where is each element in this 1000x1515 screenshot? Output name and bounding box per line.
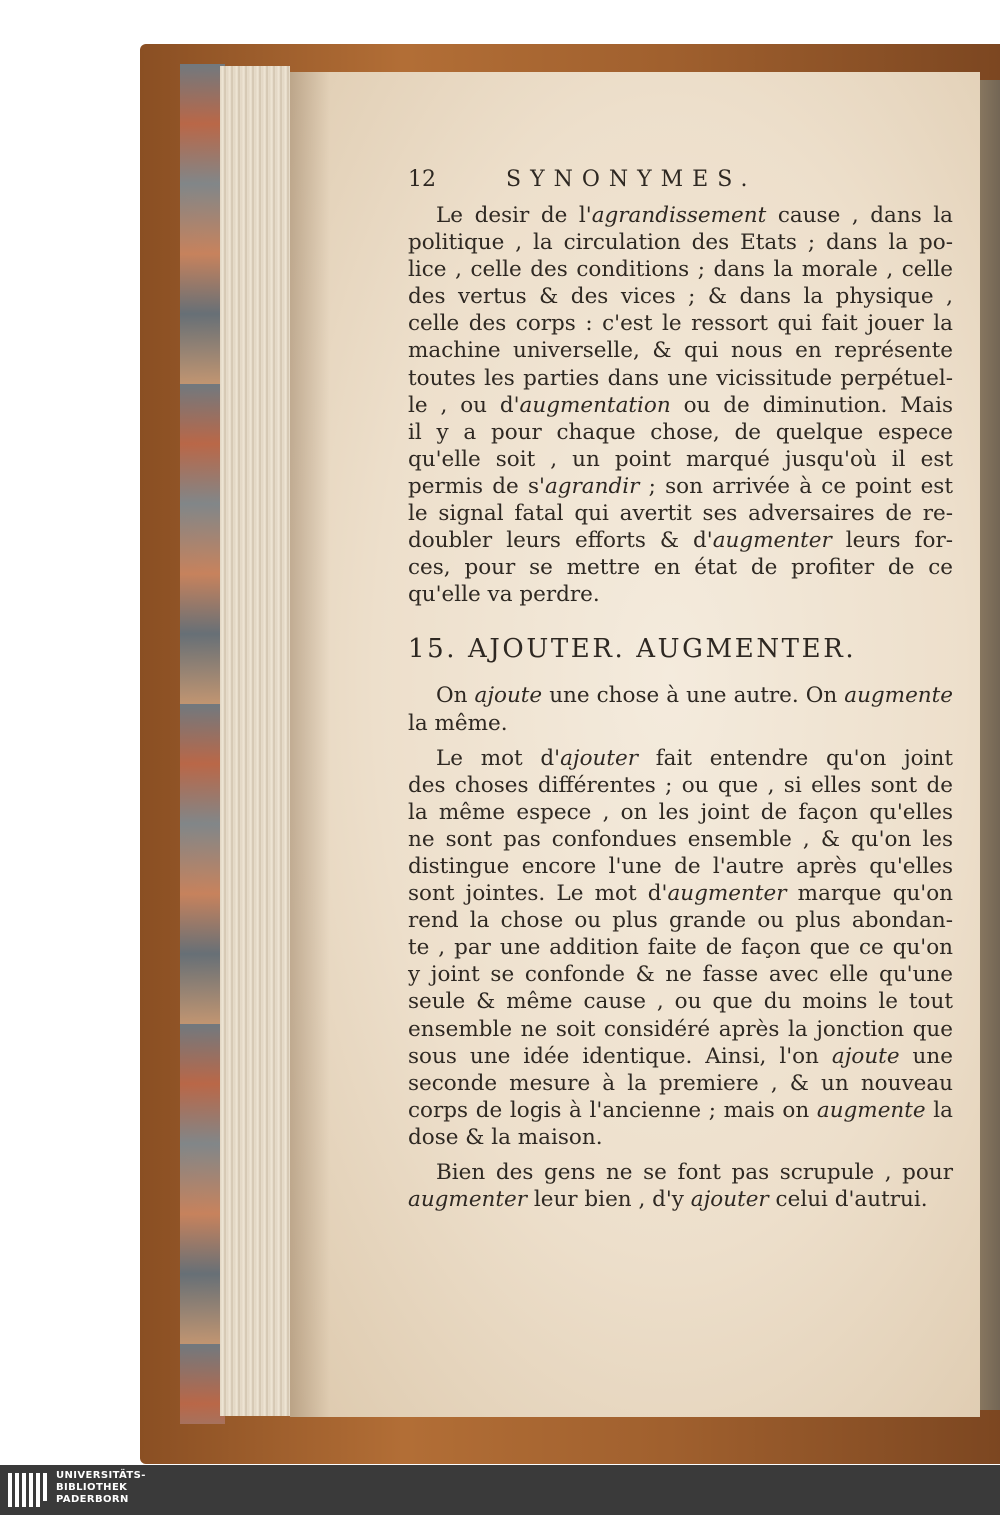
text-line: le signal fatal qui avertit ses adversaires de re- (408, 501, 953, 527)
text-line: il y a pour chaque chose, de quelque espece (408, 419, 953, 445)
text-line: des vertus & des vices ; & dans la physique , (408, 284, 953, 310)
text-line: On ajoute une chose à une autre. On augmente (436, 683, 953, 709)
text-line: sont jointes. Le mot d'augmenter marque qu'on (408, 881, 953, 907)
marbled-endpaper (180, 64, 225, 1424)
text-line: seconde mesure à la premiere , & un nouveau (408, 1070, 953, 1096)
paragraph-1 (408, 202, 953, 608)
text-line: Le mot d'ajouter fait entendre qu'on joint (436, 745, 953, 771)
text-line: te , par une addition faite de façon que ce qu'on (408, 935, 953, 961)
library-logo-icon (8, 1473, 48, 1507)
text-line: lice , celle des conditions ; dans la morale , celle (408, 257, 953, 283)
running-title: SYNONYMES. (506, 167, 757, 192)
paragraph-2 (408, 682, 953, 736)
page-stack-edges (220, 66, 290, 1416)
text-line: celle des corps : c'est le ressort qui fait jouer la (408, 311, 953, 337)
paragraph-3 (408, 745, 953, 1151)
text-line: qu'elle va perdre. (408, 582, 600, 608)
text-line: des choses différentes ; ou que , si elles sont de (408, 772, 953, 798)
text-line: rend la chose ou plus grande ou plus abondan- (408, 908, 953, 934)
text-line: dose & la maison. (408, 1124, 603, 1150)
text-line: Le desir de l'agrandissement cause , dans la (436, 203, 954, 228)
text-line: seule & même cause , ou que du moins le tout (408, 989, 953, 1015)
text-line: la même. (408, 710, 508, 736)
page-header (408, 166, 953, 202)
page-number: 12 (408, 167, 436, 192)
text-line: permis de s'agrandir ; son arrivée à ce point est (408, 473, 953, 499)
text-line: ne sont pas confondues ensemble , & qu'on les (408, 826, 953, 852)
text-line: ces, pour se mettre en état de profiter de ce (408, 555, 953, 581)
library-footer (0, 1465, 1000, 1515)
paragraph-4 (408, 1159, 953, 1213)
gutter-shadow (290, 72, 330, 1417)
library-name: UNIVERSITÄTS- BIBLIOTHEK PADERBORN (56, 1470, 146, 1505)
text-line: y joint se confonde & ne fasse avec elle qu'une (408, 962, 953, 988)
section-heading: 15. AJOUTER. AUGMENTER. (408, 634, 857, 665)
page-text (408, 166, 953, 1213)
text-line: la même espece , on les joint de façon qu'elles (408, 799, 953, 825)
text-line: augmenter leur bien , d'y ajouter celui d'autrui. (408, 1187, 928, 1213)
text-line: toutes les parties dans une vicissitude perpétuel- (408, 365, 953, 391)
text-line: corps de logis à l'ancienne ; mais on augmente la (408, 1097, 953, 1123)
text-line: sous une idée identique. Ainsi, l'on ajoute une (408, 1043, 953, 1069)
text-line: distingue encore l'une de l'autre après qu'elles (408, 853, 953, 879)
text-line: qu'elle soit , un point marqué jusqu'où il est (408, 446, 953, 472)
text-line: politique , la circulation des Etats ; dans la po- (408, 230, 953, 256)
text-line: ensemble ne soit considéré après la jonction que (408, 1016, 953, 1042)
text-line: machine universelle, & qui nous en représente (408, 338, 953, 364)
text-line: doubler leurs efforts & d'augmenter leurs for- (408, 528, 954, 554)
text-line: Bien des gens ne se font pas scrupule , pour (436, 1160, 953, 1185)
text-line: le , ou d'augmentation ou de diminution. Mais (408, 392, 953, 418)
